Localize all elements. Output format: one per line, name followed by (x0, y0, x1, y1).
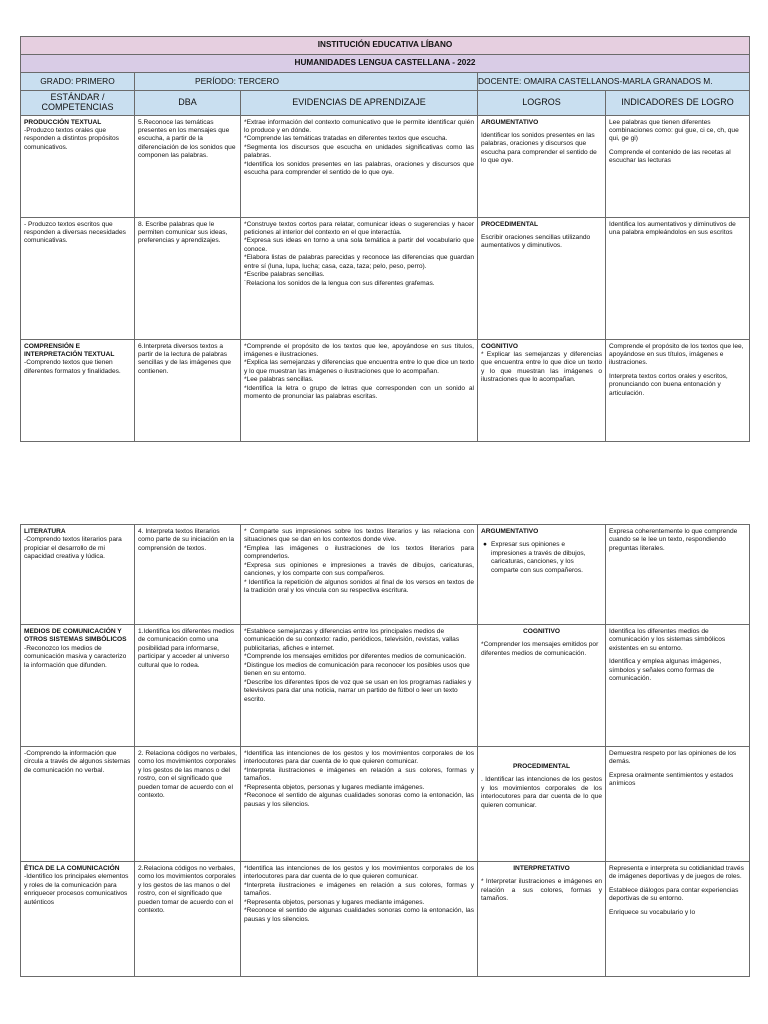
evidence-item: ´Relaciona los sonidos de la lengua con sus diferentes grafemas. (244, 279, 435, 287)
col-header-dba: DBA (135, 90, 241, 115)
evidence-item: *Expresa sus ideas en torno a una sola temática a partir del vocabulario que conoce. (244, 237, 474, 253)
grade-label: GRADO: PRIMERO (21, 72, 135, 90)
indicator-item: Identifica los aumentativos y diminutivos de una palabra empleándolos en sus escritos (609, 220, 736, 236)
evidence-item: *Establece semejanzas y diferencias entre los principales medios de comunicación de su contexto: radio, periódicos, televisión, revistas, vallas publicitarias, afiches e internet. (244, 628, 460, 652)
standard-title: MEDIOS DE COMUNICACIÓN Y OTROS SISTEMAS SIMBÓLICOS (24, 628, 127, 644)
evidence-item: *Reconoce el sentido de algunas cualidades sonoras como la entonación, las pausas y los silencios. (244, 907, 474, 923)
standard-cell (21, 115, 135, 217)
achievement-cell (478, 525, 606, 625)
achievement-title: INTERPRETATIVO (513, 865, 570, 872)
evidence-item: *Reconoce el sentido de algunas cualidades sonoras como la entonación, las pausas y los silencios. (244, 792, 474, 808)
indicator-item: Demuestra respeto por las opiniones de los demás. (609, 750, 737, 766)
evidence-item: *Representa objetos, personas y lugares mediante imágenes. (244, 783, 425, 791)
evidence-item: *Identifica las intenciones de los gestos y los movimientos corporales de los interlocutores para dar cuenta de lo que quieren comunicar. (244, 865, 474, 881)
col-header-achievements: LOGROS (478, 90, 606, 115)
indicator-cell (606, 625, 750, 747)
indicator-item: Comprende el propósito de los textos que lee, apoyándose en sus títulos, imágenes e ilustraciones. (609, 342, 744, 367)
evidence-cell (241, 625, 478, 747)
table-row (21, 747, 750, 862)
evidence-item: *Comprende los mensajes emitidos por diferentes medios de comunicación. (244, 653, 467, 661)
evidence-item: *Segmenta los discursos que escucha en unidades significativas como las palabras. (244, 143, 474, 160)
achievement-cell (478, 625, 606, 747)
table-row (21, 115, 750, 217)
indicator-cell (606, 339, 750, 441)
standard-title: ÉTICA DE LA COMUNICACIÓN (24, 865, 120, 872)
achievement-bullet (481, 541, 602, 575)
indicator-item: Expresa oralmente sentimientos y estados anímicos (609, 771, 734, 788)
indicator-cell (606, 217, 750, 339)
achievement-text: Escribir oraciones sencillas utilizando aumentativos y diminutivos. (481, 233, 591, 250)
achievement-cell (478, 115, 606, 217)
standard-cell (21, 217, 135, 339)
standard-cell (21, 625, 135, 747)
achievement-text: Identificar los sonidos presentes en las palabras, oraciones y discursos que escucha para comprender el sentido de lo que oye. (481, 131, 597, 165)
achievement-cell (478, 747, 606, 862)
achievement-title: PROCEDIMENTAL (512, 763, 571, 770)
achievement-text: *Comprender los mensajes emitidos por diferentes medios de comunicación. (481, 641, 599, 657)
standard-title: LITERATURA (24, 528, 66, 535)
standard-text: -Comprendo la información que circula a través de algunos sistemas de comunicación no verbal. (24, 750, 131, 774)
standard-text: -Comprendo textos literarios para propiciar el desarrollo de mi capacidad creativa y lúdica. (24, 536, 122, 561)
evidence-item: *Expresa sus opiniones e impresiones a través de dibujos, caricaturas, canciones, y los comparte con sus compañeros. (244, 561, 474, 578)
achievement-title: ARGUMENTATIVO (481, 118, 539, 126)
evidence-item: *Representa objetos, personas y lugares mediante imágenes. (244, 898, 425, 906)
achievement-text: . Identificar las intenciones de los gestos y los movimientos corporales de los interlocutores para dar cuenta de lo que quieren comunicar. (481, 776, 602, 809)
bullet-icon: ● (483, 541, 487, 549)
evidence-cell (241, 747, 478, 862)
evidence-item: *Describe los diferentes tipos de voz que se usan en los programas radiales y televisivos para dar una noticia, narrar un partido de fútbol o leer un texto escrito. (244, 678, 472, 703)
dba-cell: 8. Escribe palabras que le permiten comunicar sus ideas, preferencias y aprendizajes. (135, 217, 241, 339)
indicator-cell (606, 115, 750, 217)
evidence-item: *Escribe palabras sencillas. (244, 271, 325, 279)
evidence-item: *Interpreta ilustraciones e imágenes en relación a sus colores, formas y tamaños. (244, 881, 474, 898)
achievement-cell (478, 217, 606, 339)
evidence-cell (241, 217, 478, 339)
institution-title: INSTITUCIÓN EDUCATIVA LÍBANO (21, 37, 750, 55)
table-row (21, 525, 750, 625)
table-row (21, 862, 750, 977)
evidence-item: *Comprende el propósito de los textos que lee, apoyándose en sus títulos, imágenes e ilustraciones. (244, 342, 474, 358)
period-label: PERÍODO: TERCERO (135, 72, 478, 90)
evidence-item: *Emplea las imágenes o ilustraciones de los textos literarios para comprenderlos. (244, 544, 474, 561)
evidence-cell (241, 115, 478, 217)
indicator-item: Comprende el contenido de las recetas al escuchar las lecturas (609, 148, 731, 165)
achievement-text: * Explicar las semejanzas y diferencias que encuentra entre lo que dice un texto y lo que muestran las imágenes o ilustraciones que lo acompañan. (481, 350, 602, 384)
table-row (21, 625, 750, 747)
evidence-item: *Elabora listas de palabras parecidas y reconoce las diferencias que guardan entre sí (luna, lupa, lucha; casa, caza, taza; pelo, peso, perro). (244, 254, 474, 270)
achievement-title: COGNITIVO (481, 342, 518, 350)
achievement-text: * Interpretar ilustraciones e imágenes en relación a sus colores, formas y tamaños. (481, 878, 602, 903)
indicator-item: Interpreta textos cortos orales y escritos, pronunciando con buena entonación y articulación. (609, 372, 728, 397)
achievement-cell (478, 339, 606, 441)
achievement-text: Expresar sus opiniones e impresiones a través de dibujos, caricaturas, canciones, y los comparte con sus compañeros. (490, 541, 586, 574)
subject-title: HUMANIDADES LENGUA CASTELLANA - 2022 (21, 54, 750, 72)
col-header-evidence: EVIDENCIAS DE APRENDIZAJE (241, 90, 478, 115)
teacher-label: DOCENTE: OMAIRA CASTELLANOS-MARLA GRANADOS M. (478, 72, 750, 90)
evidence-item: *Explica las semejanzas y diferencias que encuentra entre lo que dice un texto y lo que muestran las imágenes o ilustraciones que lo acompañan. (244, 359, 474, 375)
achievement-cell (478, 862, 606, 977)
indicator-item: Enriquece su vocabulario y lo (609, 908, 696, 916)
evidence-cell (241, 862, 478, 977)
table-row (21, 217, 750, 339)
col-header-standard: ESTÁNDAR / COMPETENCIAS (21, 90, 135, 115)
evidence-item: *Lee palabras sencillas. (244, 376, 314, 384)
achievement-title: COGNITIVO (523, 628, 560, 635)
indicator-item: Establece diálogos para contar experiencias deportivas de su entorno. (609, 886, 739, 903)
standard-cell (21, 747, 135, 862)
dba-cell: 4. Interpreta textos literarios como parte de su iniciación en la comprensión de textos. (135, 525, 241, 625)
evidence-item: *Identifica las intenciones de los gestos y los movimientos corporales de los interlocutores para dar cuenta de lo que quieren comunicar. (244, 750, 474, 766)
evidence-item: *Distingue los medios de comunicación para reconocer los posibles usos que tienen en su entorno. (244, 661, 470, 678)
evidence-item: *Identifica la letra o grupo de letras que corresponden con un sonido al momento de pronunciar las palabras escritas. (244, 384, 474, 401)
indicator-cell (606, 747, 750, 862)
standard-text: -Produzco textos orales que responden a distintos propósitos comunicativos. (24, 126, 119, 151)
evidence-item: * Identifica la repetición de algunos sonidos al final de los versos en textos de la tradición oral y los vincula con su respectiva escritura. (244, 578, 474, 595)
indicator-item: Representa e interpreta su cotidianidad través de imágenes deportivas y de juegos de roles. (609, 865, 744, 881)
evidence-cell (241, 525, 478, 625)
evidence-item: *Extrae información del contexto comunicativo que le permite identificar quién lo produce y en dónde. (244, 118, 474, 134)
evidence-item: *Identifica los sonidos presentes en las palabras, oraciones y discursos que escucha para comprender el sentido de lo que oye. (244, 160, 474, 177)
standard-text: -Comprendo textos que tienen diferentes formatos y finalidades. (24, 359, 121, 375)
standard-cell (21, 525, 135, 625)
indicator-cell (606, 862, 750, 977)
standard-cell (21, 339, 135, 441)
achievement-title: ARGUMENTATIVO (481, 528, 539, 535)
evidence-cell (241, 339, 478, 441)
achievement-title: PROCEDIMENTAL (481, 220, 539, 228)
dba-cell: 5.Reconoce las temáticas presentes en los mensajes que escucha, a partir de la diferenciación de los sonidos que componen las palabras. (135, 115, 241, 217)
table-row (21, 339, 750, 441)
standard-text: -Reconozco los medios de comunicación masiva y caracterizo la información que difunden. (24, 644, 127, 669)
plan-table-2 (20, 524, 750, 977)
dba-cell: 1.Identifica los diferentes medios de comunicación como una posibilidad para informarse, participar y acceder al universo cultural que lo rodea. (135, 625, 241, 747)
standard-text: - Produzco textos escritos que responden a diversas necesidades comunicativas. (24, 220, 126, 245)
evidence-item: * Comparte sus impresiones sobre los textos literarios y las relaciona con situaciones que se dan en los contextos donde vive. (244, 528, 474, 544)
standard-title: PRODUCCIÓN TEXTUAL (24, 118, 102, 126)
standard-title: COMPRENSIÓN E INTERPRETACIÓN TEXTUAL (24, 342, 115, 358)
indicator-item: Identifica los diferentes medios de comunicación y los sistemas simbólicos existentes en su entorno. (609, 628, 726, 652)
indicator-cell (606, 525, 750, 625)
dba-cell: 2.Relaciona códigos no verbales, como los movimientos corporales y los gestos de las manos o del rostro, con el significado que pueden tomar de acuerdo con el contexto. (135, 862, 241, 977)
standard-text: -Identifico los principales elementos y roles de la comunicación para enriquecer procesos comunicativos auténticos (24, 873, 129, 906)
evidence-item: *Interpreta ilustraciones e imágenes en relación a sus colores, formas y tamaños. (244, 766, 474, 783)
standard-cell (21, 862, 135, 977)
indicator-item: Identifica y emplea algunas imágenes, símbolos y señales como formas de comunicación. (609, 658, 722, 683)
dba-cell: 6.Interpreta diversos textos a partir de la lectura de palabras sencillas y de las imágenes que contienen. (135, 339, 241, 441)
indicator-item: Lee palabras que tienen diferentes combinaciones como: gui gue, ci ce, ch, que qui, ge gi) (609, 118, 739, 143)
dba-cell: 2. Relaciona códigos no verbales, como los movimientos corporales y los gestos de las manos o del rostro, con el significado que pueden tomar de acuerdo con el contexto. (135, 747, 241, 862)
evidence-item: *Comprende las temáticas tratadas en diferentes textos que escucha. (244, 135, 448, 143)
indicator-item: Expresa coherentemente lo que comprende cuando se le lee un texto, respondiendo preguntas literales. (609, 528, 738, 552)
evidence-item: *Construye textos cortos para relatar, comunicar ideas o sugerencias y hacer peticiones al interior del contexto en el que interactúa. (244, 220, 474, 236)
plan-table-1 (20, 36, 750, 442)
col-header-indicators: INDICADORES DE LOGRO (606, 90, 750, 115)
